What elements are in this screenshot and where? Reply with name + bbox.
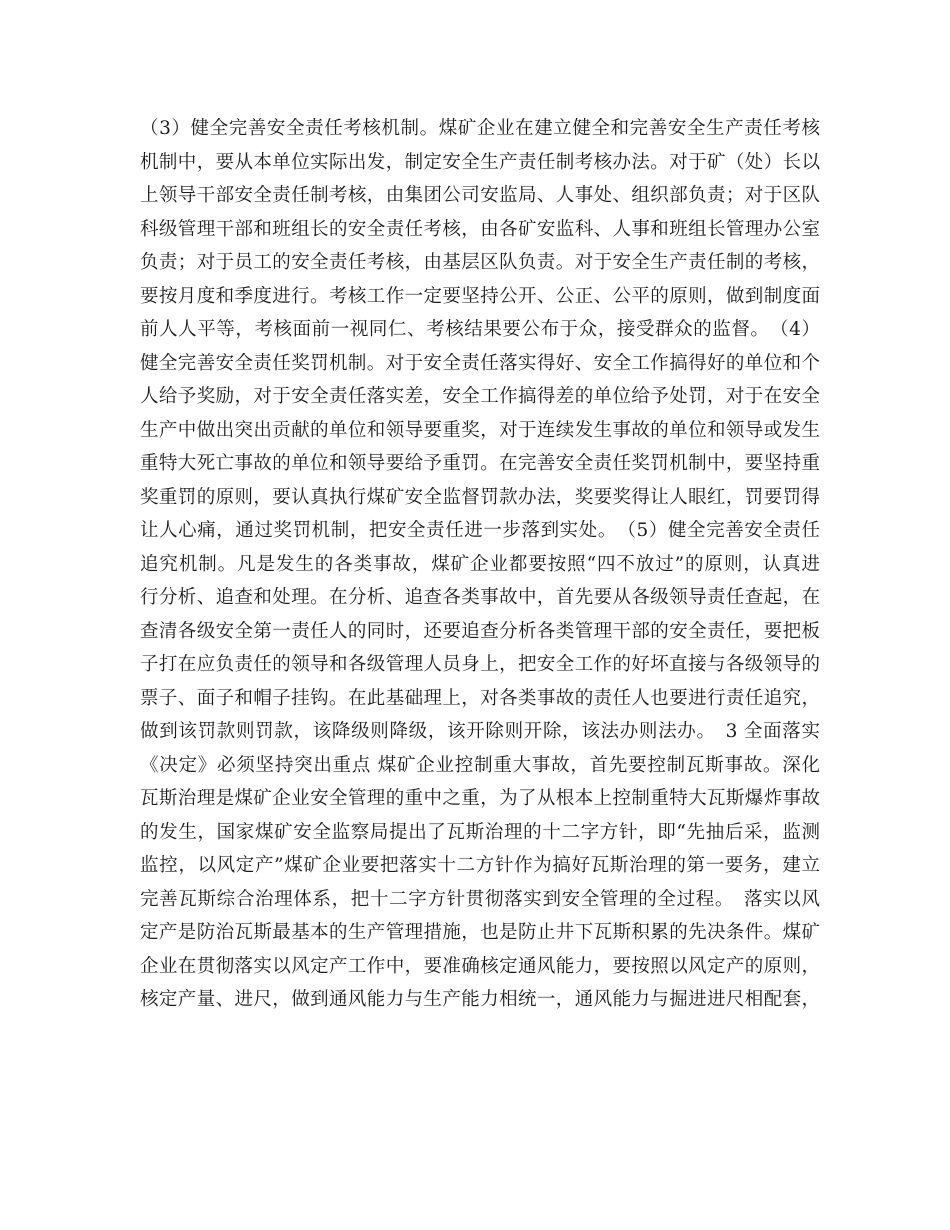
text-line: 定产是防治瓦斯最基本的生产管理措施，也是防止井下瓦斯积累的先决条件。煤矿 [140,922,820,943]
text-line: 的发生，国家煤矿安全监察局提出了瓦斯治理的十二字方针，即“先抽后采，监测 [140,821,820,843]
text-line: 要按月度和季度进行。考核工作一定要坚持公开、公正、公平的原则，做到制度面 [140,285,820,307]
text-line: 上领导干部安全责任制考核，由集团公司安监局、人事处、组织部负责；对于区队 [140,185,820,206]
text-line: 《决定》必须坚持突出重点 煤矿企业控制重大事故，首先要控制瓦斯事故。深化 [140,754,820,776]
text-line: 重特大死亡事故的单位和领导要给予重罚。在完善安全责任奖罚机制中，要坚持重 [140,453,820,474]
body-text [140,112,820,1017]
text-line: 查清各级安全第一责任人的同时，还要追查分析各类管理干部的安全责任，要把板 [140,620,820,642]
text-line: 前人人平等，考核面前一视同仁、考核结果要公布于众，接受群众的监督。 （4） [140,319,820,340]
text-line: 监控，以风定产”煤矿企业要把落实十二方针作为搞好瓦斯治理的第一要务，建立 [140,855,820,876]
text-line: 科级管理干部和班组长的安全责任考核，由各矿安监科、人事和班组长管理办公室 [140,218,820,240]
text-line: 让人心痛，通过奖罚机制，把安全责任进一步落到实处。 （5）健全完善安全责任 [140,520,820,541]
text-line: （3）健全完善安全责任考核机制。煤矿企业在建立健全和完善安全生产责任考核 [140,118,820,139]
text-line: 负责；对于员工的安全责任考核，由基层区队负责。对于安全生产责任制的考核， [140,252,820,273]
text-line: 完善瓦斯综合治理体系，把十二字方针贯彻落实到安全管理的全过程。 落实以风 [140,888,820,910]
text-line: 生产中做出突出贡献的单位和领导要重奖，对于连续发生事故的单位和领导或发生 [140,419,820,441]
text-line: 行分析、追查和处理。在分析、追查各类事故中，首先要从各级领导责任查起，在 [140,587,820,608]
text-line: 企业在贯彻落实以风定产工作中，要准确核定通风能力，要按照以风定产的原则， [140,955,820,977]
text-line: 核定产量、进尺，做到通风能力与生产能力相统一，通风能力与掘进进尺相配套， [140,989,820,1010]
text-line: 做到该罚款则罚款，该降级则降级，该开除则开除，该法办则法办。 3 全面落实 [140,721,820,742]
text-line: 瓦斯治理是煤矿企业安全管理的重中之重，为了从根本上控制重特大瓦斯爆炸事故 [140,788,820,809]
text-line: 子打在应负责任的领导和各级管理人员身上，把安全工作的好坏直接与各级领导的 [140,654,820,675]
text-line: 健全完善安全责任奖罚机制。对于安全责任落实得好、安全工作搞得好的单位和个 [140,352,820,374]
text-line: 人给予奖励，对于安全责任落实差，安全工作搞得差的单位给予处罚，对于在安全 [140,386,820,407]
text-line: 奖重罚的原则，要认真执行煤矿安全监督罚款办法，奖要奖得让人眼红，罚要罚得 [140,486,820,508]
text-line: 追究机制。凡是发生的各类事故，煤矿企业都要按照“四不放过”的原则，认真进 [140,553,820,575]
text-line: 机制中，要从本单位实际出发，制定安全生产责任制考核办法。对于矿（处）长以 [140,151,820,173]
text-line: 票子、面子和帽子挂钩。在此基础理上，对各类事故的责任人也要进行责任追究， [140,687,820,709]
